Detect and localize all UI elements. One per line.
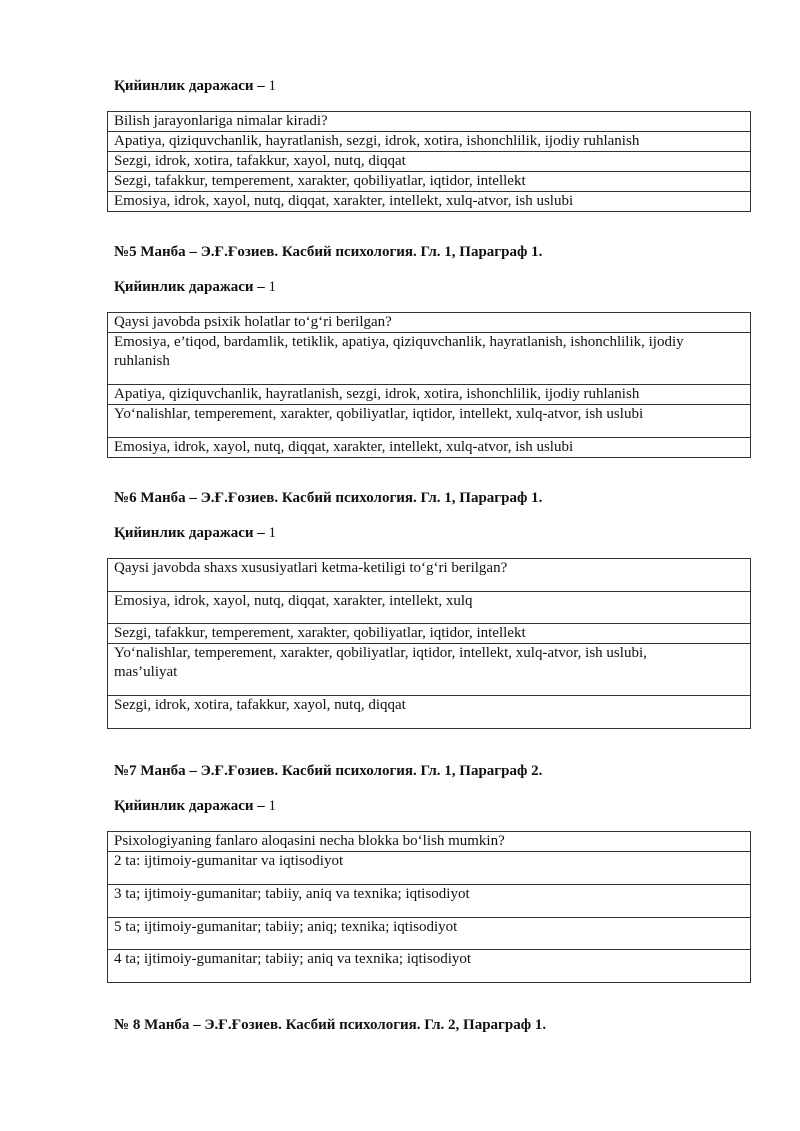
table-row xyxy=(108,624,751,644)
question-table xyxy=(107,558,751,729)
question-heading: №6 Манба – Э.Ғ.Ғозиев. Касбий психология. Гл. 1, Параграф 1. xyxy=(114,490,543,506)
difficulty-line xyxy=(114,524,276,542)
question-heading: № 8 Манба – Э.Ғ.Ғозиев. Касбий психология. Гл. 2, Параграф 1. xyxy=(114,1017,547,1033)
table-row xyxy=(108,918,751,950)
option-cell: 2 ta: ijtimoiy-gumanitar va iqtisodiyot xyxy=(108,852,751,885)
question-cell: Psixologiyaning fanlaro aloqasini necha blokka bo‘lish mumkin? xyxy=(108,832,751,852)
difficulty-value: 1 xyxy=(268,525,277,541)
difficulty-label: Қийинлик даражаси – xyxy=(114,78,265,94)
option-cell xyxy=(108,333,751,385)
option-cell: Sezgi, tafakkur, temperement, xarakter, qobiliyatlar, iqtidor, intellekt xyxy=(108,624,751,644)
question-table xyxy=(107,312,751,458)
table-row xyxy=(108,132,751,152)
option-cell: Sezgi, idrok, xotira, tafakkur, xayol, nutq, diqqat xyxy=(108,696,751,729)
difficulty-line xyxy=(114,797,276,815)
difficulty-value: 1 xyxy=(268,78,277,94)
difficulty-line xyxy=(114,77,276,95)
option-cell: Apatiya, qiziquvchanlik, hayratlanish, sezgi, idrok, xotira, ishonchlilik, ijodiy ruhlanish xyxy=(108,132,751,152)
table-row xyxy=(108,559,751,592)
difficulty-label: Қийинлик даражаси – xyxy=(114,525,265,541)
option-cell: Sezgi, tafakkur, temperement, xarakter, qobiliyatlar, iqtidor, intellekt xyxy=(108,172,751,192)
table-row xyxy=(108,112,751,132)
option-cell: Emosiya, idrok, xayol, nutq, diqqat, xarakter, intellekt, xulq xyxy=(108,592,751,624)
option-cell: Emosiya, idrok, xayol, nutq, diqqat, xarakter, intellekt, xulq-atvor, ish uslubi xyxy=(108,192,751,212)
option-cell: 5 ta; ijtimoiy-gumanitar; tabiiy; aniq; texnika; iqtisodiyot xyxy=(108,918,751,950)
option-cell xyxy=(108,644,751,696)
option-cell: Emosiya, idrok, xayol, nutq, diqqat, xarakter, intellekt, xulq-atvor, ish uslubi xyxy=(108,438,751,458)
question-heading: №5 Манба – Э.Ғ.Ғозиев. Касбий психология. Гл. 1, Параграф 1. xyxy=(114,244,543,260)
option-cell: 3 ta; ijtimoiy-gumanitar; tabiiy, aniq va texnika; iqtisodiyot xyxy=(108,885,751,918)
option-line: Emosiya, e’tiqod, bardamlik, tetiklik, apatiya, qiziquvchanlik, hayratlanish, ishonchlilik, ijodiy xyxy=(114,334,684,350)
option-cell: Yo‘nalishlar, temperement, xarakter, qobiliyatlar, iqtidor, intellekt, xulq-atvor, ish uslubi xyxy=(108,405,751,438)
table-row xyxy=(108,192,751,212)
table-row xyxy=(108,696,751,729)
question-table xyxy=(107,831,751,983)
option-cell: Apatiya, qiziquvchanlik, hayratlanish, sezgi, idrok, xotira, ishonchlilik, ijodiy ruhlanish xyxy=(108,385,751,405)
question-heading: №7 Манба – Э.Ғ.Ғозиев. Касбий психология. Гл. 1, Параграф 2. xyxy=(114,763,543,779)
difficulty-value: 1 xyxy=(268,279,277,295)
table-row xyxy=(108,592,751,624)
question-cell: Qaysi javobda shaxs xususiyatlari ketma-ketiligi to‘g‘ri berilgan? xyxy=(108,559,751,592)
table-row xyxy=(108,405,751,438)
difficulty-value: 1 xyxy=(268,798,277,814)
table-row xyxy=(108,644,751,696)
table-row xyxy=(108,885,751,918)
question-table xyxy=(107,111,751,212)
table-row xyxy=(108,313,751,333)
table-row xyxy=(108,438,751,458)
table-row xyxy=(108,832,751,852)
difficulty-line xyxy=(114,278,276,296)
option-line: mas’uliyat xyxy=(114,664,178,680)
option-cell: 4 ta; ijtimoiy-gumanitar; tabiiy; aniq va texnika; iqtisodiyot xyxy=(108,950,751,983)
option-line: Yo‘nalishlar, temperement, xarakter, qobiliyatlar, iqtidor, intellekt, xulq-atvor, ish uslubi, xyxy=(114,645,647,661)
difficulty-label: Қийинлик даражаси – xyxy=(114,279,265,295)
question-cell: Bilish jarayonlariga nimalar kiradi? xyxy=(108,112,751,132)
option-line: ruhlanish xyxy=(114,353,170,369)
option-cell: Sezgi, idrok, xotira, tafakkur, xayol, nutq, diqqat xyxy=(108,152,751,172)
table-row xyxy=(108,152,751,172)
question-cell: Qaysi javobda psixik holatlar to‘g‘ri berilgan? xyxy=(108,313,751,333)
table-row xyxy=(108,172,751,192)
table-row xyxy=(108,852,751,885)
table-row xyxy=(108,333,751,385)
table-row xyxy=(108,950,751,983)
difficulty-label: Қийинлик даражаси – xyxy=(114,798,265,814)
table-row xyxy=(108,385,751,405)
